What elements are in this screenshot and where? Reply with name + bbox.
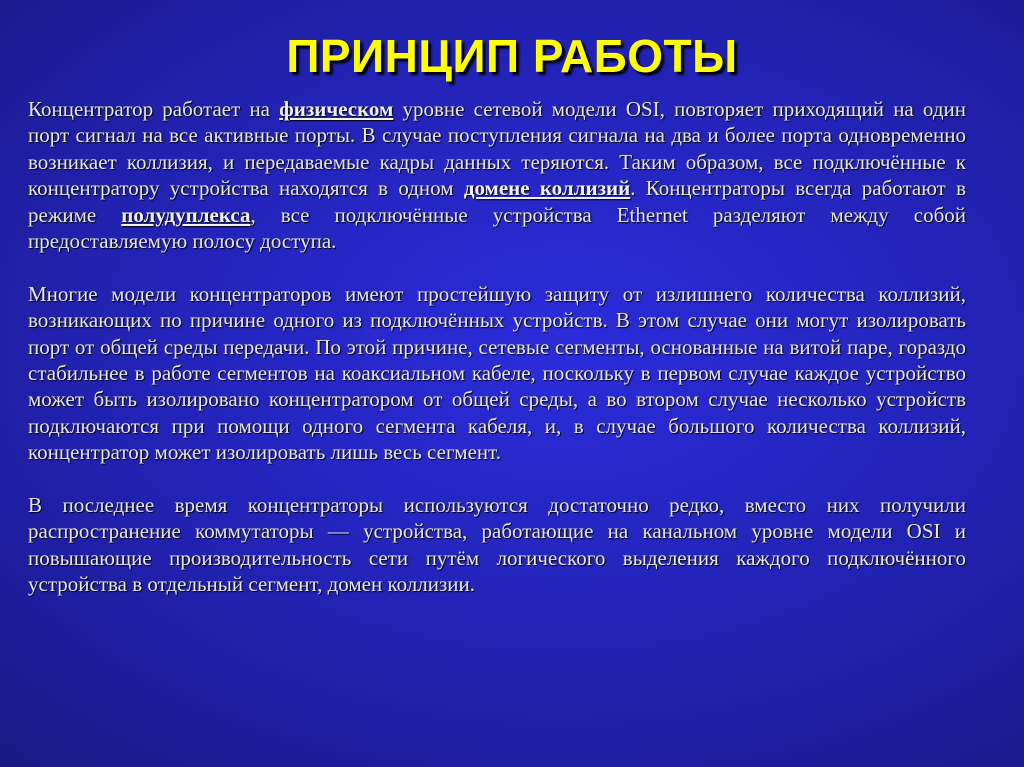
paragraph-1-text-3: . Концентраторы всегда работают в режиме <box>28 176 966 227</box>
paragraph-switches: В последнее время концентраторы используются достаточно редко, вместо них получили распространение коммутаторы — устройства, работающие на канальном уровне модели OSI и повышающие производительность сети путём логического выделения каждого подключённого устройства в отдельный сегмент, домен коллизии. <box>28 493 966 597</box>
paragraph-hub-operation <box>28 96 966 254</box>
link-half-duplex[interactable]: полудуплекса <box>121 202 251 227</box>
paragraph-1-text-2: уровне сетевой модели OSI, повторяет приходящий на один порт сигнал на все активные порты. В случае поступления сигнала на два и более порта одновременно возникает коллизия, и передаваемые кадры данных теряются. Таким образом, все подключённые к концентратору устройства находятся в одном <box>28 97 966 201</box>
slide-body <box>28 96 966 598</box>
link-physical-layer[interactable]: физическом <box>279 97 394 121</box>
link-collision-domain[interactable]: домене коллизий <box>463 176 631 201</box>
paragraph-1-text-4: , все подключённые устройства Ethernet разделяют между собой предоставляемую полосу доступа. <box>28 202 967 254</box>
slide-title: ПРИНЦИП РАБОТЫ <box>286 30 738 82</box>
paragraph-collision-protection: Многие модели концентраторов имеют простейшую защиту от излишнего количества коллизий, возникающих по причине одного из подключённых устройств. В этом случае они могут изолировать порт от общей среды передачи. По этой причине, сетевые сегменты, основанные на витой паре, гораздо стабильнее в работе сегментов на коаксиальном кабеле, поскольку в первом случае каждое устройство может быть изолировано концентратором от общей среды, а во втором случае несколько устройств подключаются при помощи одного сегмента кабеля, и, в случае большого количества коллизий, концентратор может изолировать лишь весь сегмент. <box>28 281 966 465</box>
paragraph-1-text-1: Концентратор работает на <box>28 97 280 121</box>
